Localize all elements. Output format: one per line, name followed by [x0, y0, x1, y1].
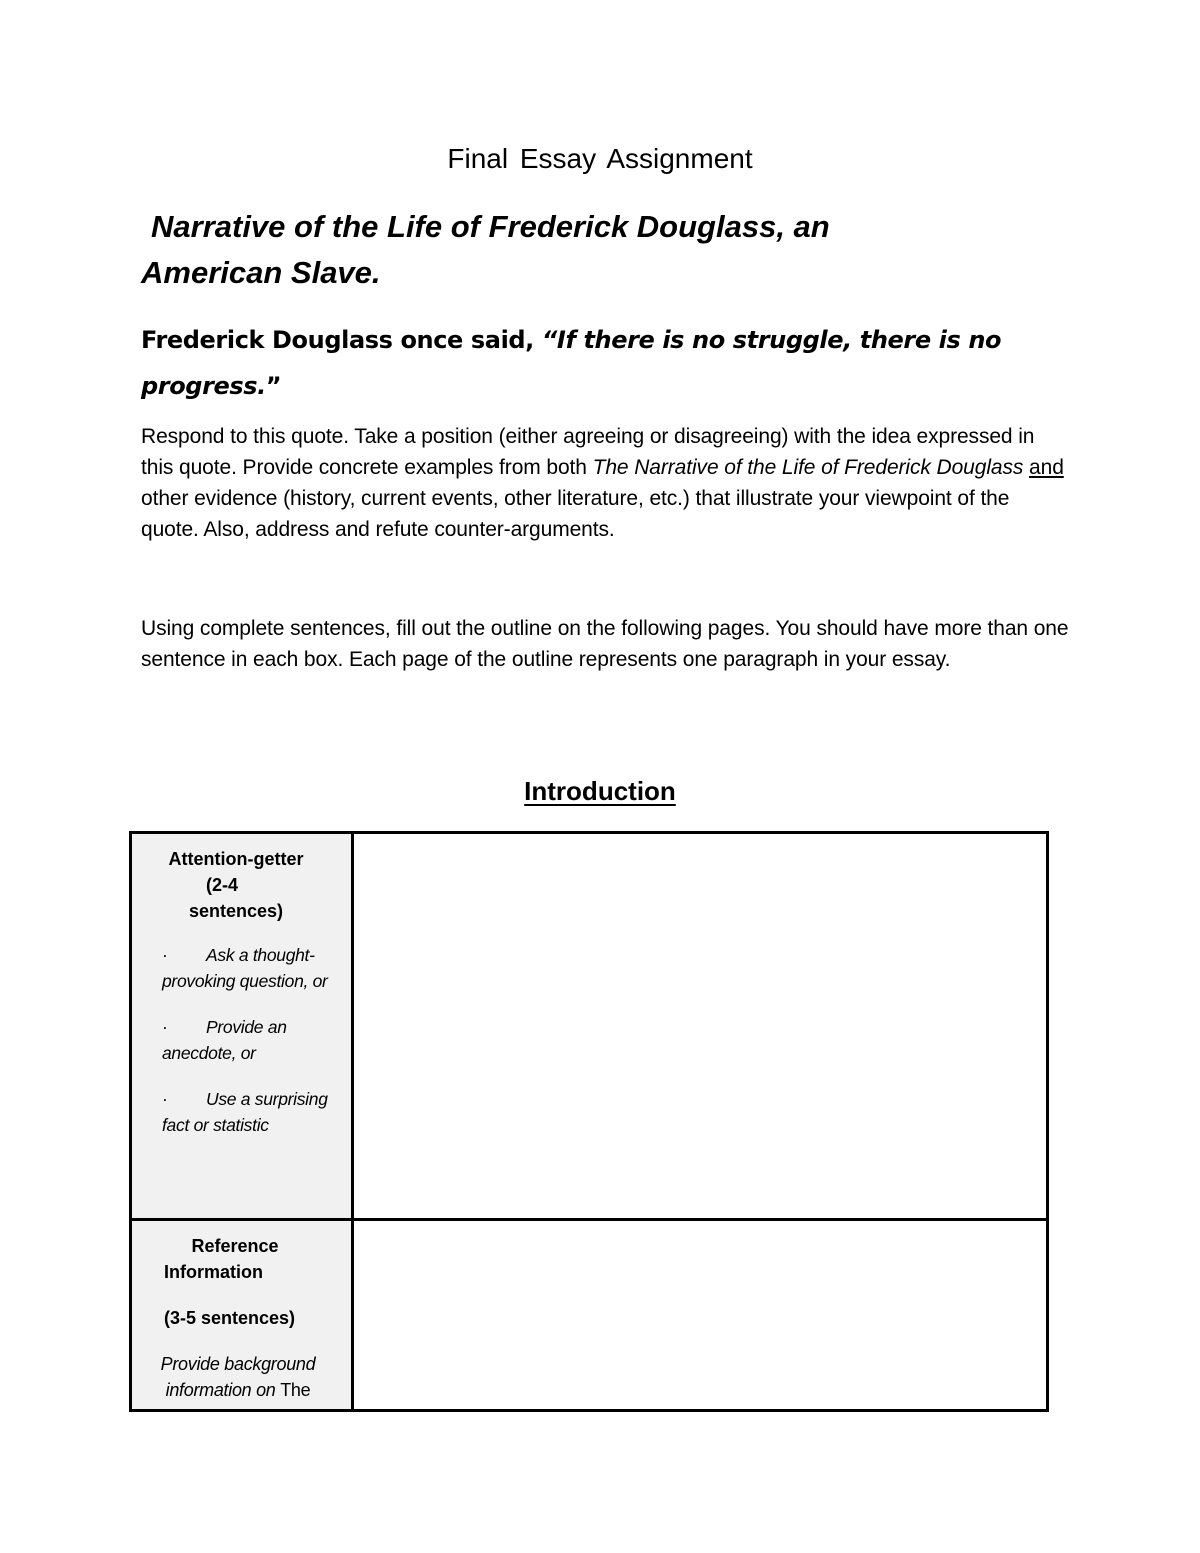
bullet-icon: ·	[162, 945, 168, 965]
bullet-icon: ·	[162, 1017, 168, 1037]
and-emphasis: and	[1029, 456, 1064, 479]
introduction-outline-table	[129, 831, 1049, 1412]
bullet-text: Ask a thought-provoking question, or	[162, 945, 328, 991]
reference-description	[142, 1351, 334, 1403]
book-title	[141, 204, 1041, 296]
quote-close: ”	[265, 372, 282, 400]
reference-description-text: Provide background information on	[160, 1354, 316, 1400]
attention-getter-bullets	[162, 942, 337, 1138]
bullet-text: Use a surprising fact or statistic	[162, 1089, 328, 1135]
instructions-paragraph-2: Using complete sentences, fill out the outline on the following pages. You should have more than one sentence in each box. Each page of the outline represents one paragraph in your essay.	[141, 617, 1069, 671]
reference-information-answer-cell[interactable]	[354, 1221, 1046, 1409]
attention-getter-answer-cell[interactable]	[354, 834, 1046, 1221]
quote-prefix: Frederick Douglass once said,	[141, 326, 542, 354]
book-title-line-2: American Slave.	[141, 255, 381, 290]
book-reference: The Narrative of the Life of Frederick Douglass	[592, 456, 1024, 479]
attention-getter-count: (2-4	[206, 875, 239, 895]
instructions-text-b: other evidence (history, current events, other literature, etc.) that illustrate your viewpoint of the quote. Also, address and refute counter-arguments.	[141, 487, 1010, 541]
section-title-introduction: Introduction	[524, 776, 676, 806]
attention-getter-count-2: sentences)	[188, 901, 284, 921]
bullet-icon: ·	[162, 1089, 168, 1109]
reference-heading: Reference	[191, 1236, 279, 1256]
bullet-item	[162, 1086, 337, 1138]
attention-getter-heading: Attention-getter	[168, 849, 304, 869]
quote-text: “If there is no struggle, there is no progress.	[141, 326, 1002, 400]
document-title: Final Essay Assignment	[447, 143, 753, 174]
book-title-line-1: Narrative of the Life of Frederick Douglass, an	[151, 209, 830, 244]
instructions-paragraph-1	[141, 421, 1071, 545]
bullet-item	[162, 1014, 337, 1066]
attention-getter-label-cell	[132, 834, 354, 1221]
reference-information-label-cell	[132, 1221, 354, 1409]
bullet-item	[162, 942, 337, 994]
douglass-quote	[141, 317, 1061, 409]
reference-heading-2: Information	[164, 1262, 263, 1282]
instructions-text-a: Respond to this quote. Take a position (either agreeing or disagreeing) with the idea expressed in this quote. Provide concrete examples from both	[141, 425, 1035, 479]
reference-description-tail: The	[280, 1380, 311, 1400]
reference-count: (3-5 sentences)	[164, 1308, 296, 1328]
bullet-text: Provide an anecdote, or	[162, 1017, 287, 1063]
